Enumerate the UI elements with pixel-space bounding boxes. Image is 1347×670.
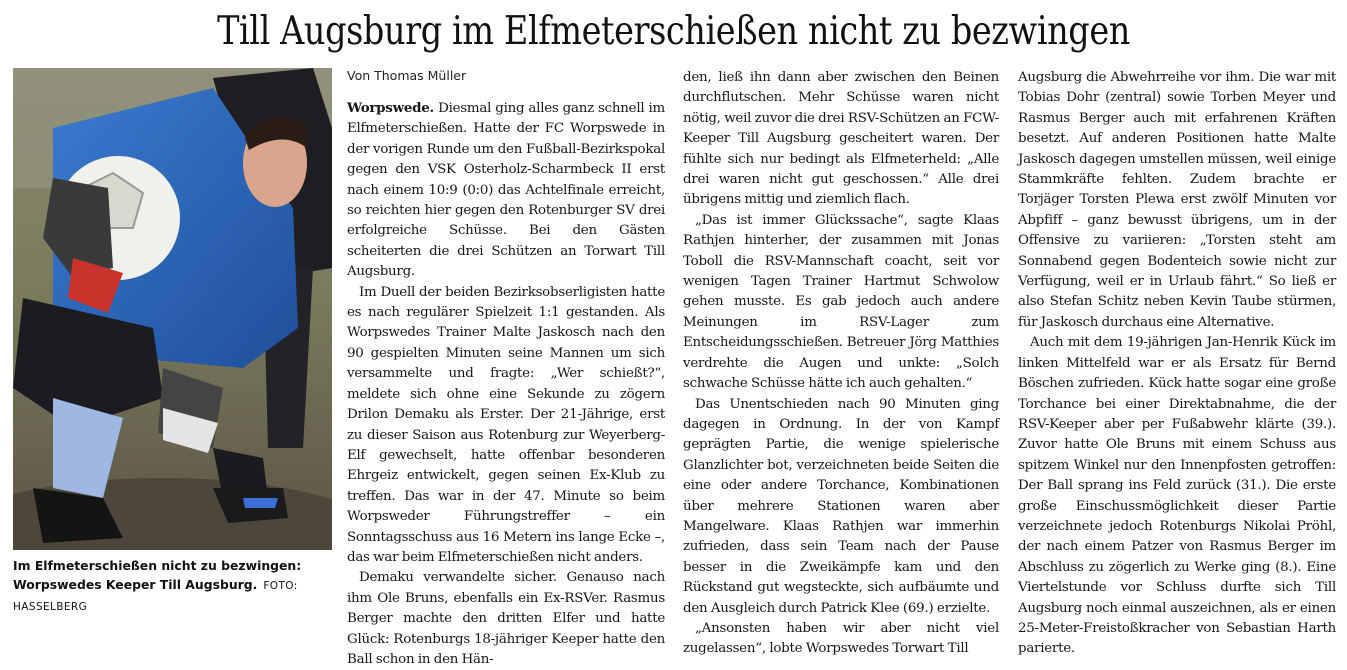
caption-text: Im Elfmeterschießen nicht zu bezwingen: Worpswedes Keeper Till Augsburg. <box>13 558 302 592</box>
article-column-3 <box>1018 68 1336 660</box>
article-column-2 <box>683 68 999 660</box>
photo-credit: FOTO: HASSELBERG <box>13 580 298 613</box>
paragraph: Augsburg die Abwehrreihe vor ihm. Die war mit Tobias Dohr (zentral) sowie Torben Meyer und Rasmus Berger auch mit erfahrenen Kräften besetzt. Auf anderen Positionen hatte Malte Jaskosch dagegen umstellen müssen, weil einige Stammkräfte fehlten. Zudem brachte er Torjäger Torsten Plewa erst zwölf Minuten vor Abpfiff – ganz bewusst übrigens, um in der Offensive zu variieren: „Torsten steht am Sonnabend gegen Bodenteich sowie nicht zur Verfügung, weil er in Urlaub fährt.“ So ließ er also Stefan Schitz neben Kevin Taube stürmen, für Jaskosch durchaus eine Alternative. <box>1018 70 1336 330</box>
article-column-1 <box>347 98 665 670</box>
paragraph: „Ansonsten haben wir aber nicht viel zugelassen“, lobte Worpswedes Torwart Till <box>683 620 999 657</box>
paragraph: Das Unentschieden nach 90 Minuten ging dagegen in Ordnung. In der von Kampf geprägten Partie, die wenige spielerische Glanzlichter bot, verzeichneten beide Seiten die eine oder andere Torchance, Kombinationen über mehrere Stationen waren aber Mangelware. Klaas Rathjen war immerhin zufrieden, dass sein Team nach der Pause besser in die Zweikämpfe kam und den Rückstand gut wegsteckte, sich aufbäumte und den Ausgleich durch Patrick Klee (69.) erzielte. <box>683 396 999 616</box>
photo-caption <box>13 556 333 617</box>
paragraph-text: Diesmal ging alles ganz schnell im Elfmeterschießen. Hatte der FC Worpswede in der vorigen Runde um den Fußball-Bezirkspokal gegen den VSK Osterholz-Scharmbeck II erst nach einem 10:9 (0:0) das Achtelfinale erreicht, so reichten hier gegen den Rotenburger SV drei erfolgreiche Schüsse. Bei den Gästen scheiterten die drei Schützen an Torwart Till Augsburg. <box>347 101 665 280</box>
paragraph: „Das ist immer Glückssache“, sagte Klaas Rathjen hinterher, der zusammen mit Jonas Toboll die RSV-Mannschaft coacht, seit vor wenigen Tagen Trainer Hartmut Schwolow gehen musste. Es gab jedoch auch andere Meinungen im RSV-Lager zum Entscheidungsschießen. Betreuer Jörg Matthies verdrehte die Augen und unkte: „Solch schwache Schüsse hätte ich auch gehalten.“ <box>683 212 999 392</box>
paragraph: Auch mit dem 19-jährigen Jan-Henrik Kück im linken Mittelfeld war er als Ersatz für Bernd Böschen zufrieden. Kück hatte sogar eine große Torchance bei einer Direktabnahme, die der RSV-Keeper aber per Fußabwehr klärte (39.). Zuvor hatte Ole Bruns mit einem Schuss aus spitzem Winkel nur den Innenpfosten getroffen: Der Ball sprang ins Feld zurück (31.). Die erste große Einschussmöglichkeit dieser Partie verzeichnete jedoch Rotenburgs Nikolai Pröhl, der nach einem Patzer von Rasmus Berger im Abschluss zu zögerlich zu Werke ging (8.). Eine Viertelstunde vor Schluss durfte sich Till Augsburg noch einmal auszeichnen, als er einen 25-Meter-Freistoßkracher von Sebastian Harth parierte. <box>1018 335 1336 657</box>
byline: Von Thomas Müller <box>347 68 467 83</box>
paragraph: Im Duell der beiden Bezirksobserligisten hatte es nach regulärer Spielzeit 1:1 gestanden. Als Worpswedes Trainer Malte Jaskosch nach den 90 gespielten Minuten seine Mannen um sich versammelte und fragte: „Wer schießt?“, meldete sich ohne eine Sekunde zu zögern Drilon Demaku als Erster. Der 21-Jährige, erst zu dieser Saison aus Rotenburg zur Weyerberg-Elf gewechselt, hatte offenbar besonderen Ehrgeiz entwickelt, gegen seinen Ex-Klub zu treffen. Das war in der 47. Minute so beim Worpsweder Führungstreffer – ein Sonntagsschuss aus 16 Metern ins lange Ecke –, das war beim Elfmeterschießen nicht anders. <box>347 284 665 565</box>
paragraph: den, ließ ihn dann aber zwischen den Beinen durchflutschen. Mehr Schüsse waren nicht nötig, weil zuvor die drei RSV-Schützen an FCW-Keeper Till Augsburg gescheitert waren. Der fühlte sich nur bedingt als Elfmeterheld: „Alle drei waren nicht gut geschossen.“ Alle drei übrigens mittig und ziemlich flach. <box>683 70 999 208</box>
dateline: Worpswede. <box>347 100 434 116</box>
paragraph: Demaku verwandelte sicher. Genauso nach ihm Ole Bruns, ebenfalls ein Ex-RSVer. Rasmus Berger machte den dritten Elfer und hatte Glück: Rotenburgs 18-jähriger Keeper hatte den Ball schon in den Hän- <box>347 570 665 667</box>
goalkeeper-photo <box>13 68 332 550</box>
paragraph <box>347 98 665 283</box>
headline: Till Augsburg im Elfmeterschießen nicht zu bezwingen <box>217 9 1130 54</box>
